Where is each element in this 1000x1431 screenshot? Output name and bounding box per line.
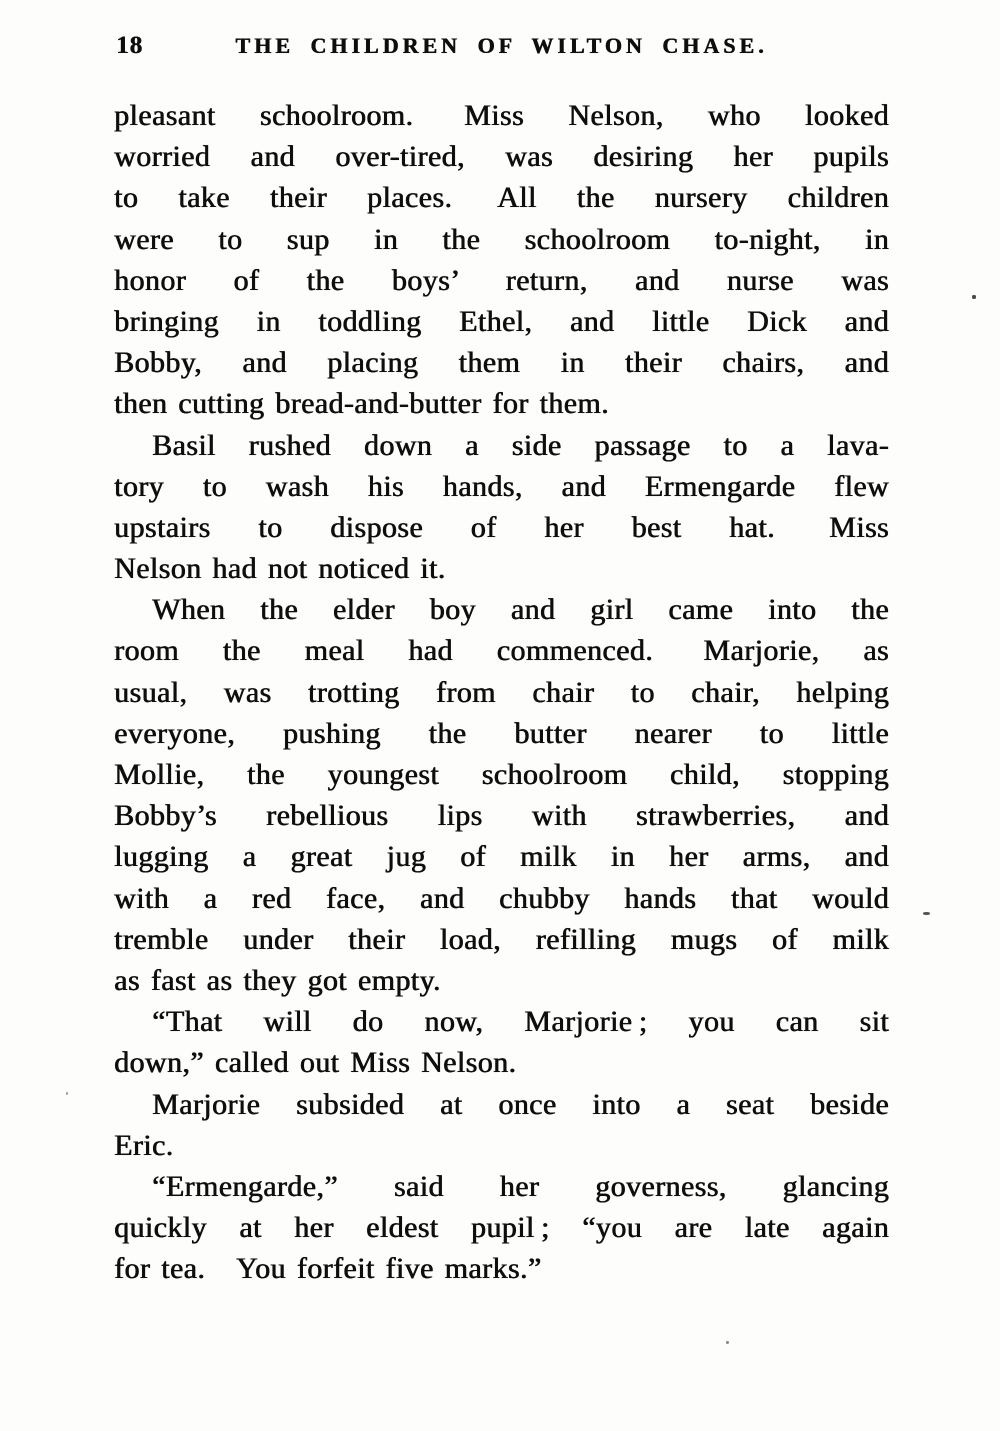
- page-number: 18: [116, 32, 143, 59]
- scan-speck: [923, 912, 930, 915]
- page-header: [114, 33, 889, 63]
- text-line: Marjorie subsided at once into a seat beside: [152, 1087, 889, 1121]
- scan-speck: [972, 295, 976, 299]
- scan-speck: [66, 1092, 68, 1095]
- text-line: worried and over-tired, was desiring her pupils: [114, 140, 889, 174]
- text-line: lugging a great jug of milk in her arms, and: [114, 840, 889, 874]
- text-line: as fast as they got empty.: [114, 963, 441, 997]
- text-line: to take their places. All the nursery children: [114, 181, 889, 215]
- text-line: with a red face, and chubby hands that would: [114, 881, 889, 915]
- text-line: bringing in toddling Ethel, and little Dick and: [114, 304, 889, 338]
- running-title: THE CHILDREN OF WILTON CHASE.: [235, 33, 768, 58]
- text-line: pleasant schoolroom. Miss Nelson, who looked: [114, 99, 889, 132]
- text-line: Basil rushed down a side passage to a lava-: [152, 428, 889, 462]
- text-line: tremble under their load, refilling mugs of milk: [114, 922, 889, 956]
- text-line: When the elder boy and girl came into the: [152, 593, 889, 627]
- text-line: down,” called out Miss Nelson.: [114, 1046, 517, 1080]
- page-body: [114, 95, 889, 1289]
- text-line: “That will do now, Marjorie ; you can sit: [152, 1005, 889, 1039]
- text-line: tory to wash his hands, and Ermengarde flew: [114, 469, 889, 503]
- text-line: Nelson had not noticed it.: [114, 552, 446, 586]
- text-line: “Ermengarde,” said her governess, glancing: [152, 1169, 889, 1203]
- text-line: Bobby’s rebellious lips with strawberries, and: [114, 799, 889, 833]
- text-line: upstairs to dispose of her best hat. Miss: [114, 510, 889, 544]
- text-line: were to sup in the schoolroom to-night, in: [114, 222, 889, 256]
- text-line: then cutting bread-and-butter for them.: [114, 387, 609, 421]
- scan-speck: [726, 1341, 729, 1344]
- text-line: Bobby, and placing them in their chairs, and: [114, 346, 889, 380]
- text-line: everyone, pushing the butter nearer to little: [114, 716, 889, 750]
- text-line: Mollie, the youngest schoolroom child, stopping: [114, 758, 889, 791]
- text-line: honor of the boys’ return, and nurse was: [114, 263, 889, 297]
- text-line: usual, was trotting from chair to chair, helping: [114, 675, 889, 709]
- text-line: room the meal had commenced. Marjorie, as: [114, 634, 889, 668]
- text-line: for tea. You forfeit five marks.”: [114, 1252, 542, 1286]
- text-line: quickly at her eldest pupil ; “you are late again: [114, 1211, 889, 1245]
- text-line: Eric.: [114, 1128, 174, 1162]
